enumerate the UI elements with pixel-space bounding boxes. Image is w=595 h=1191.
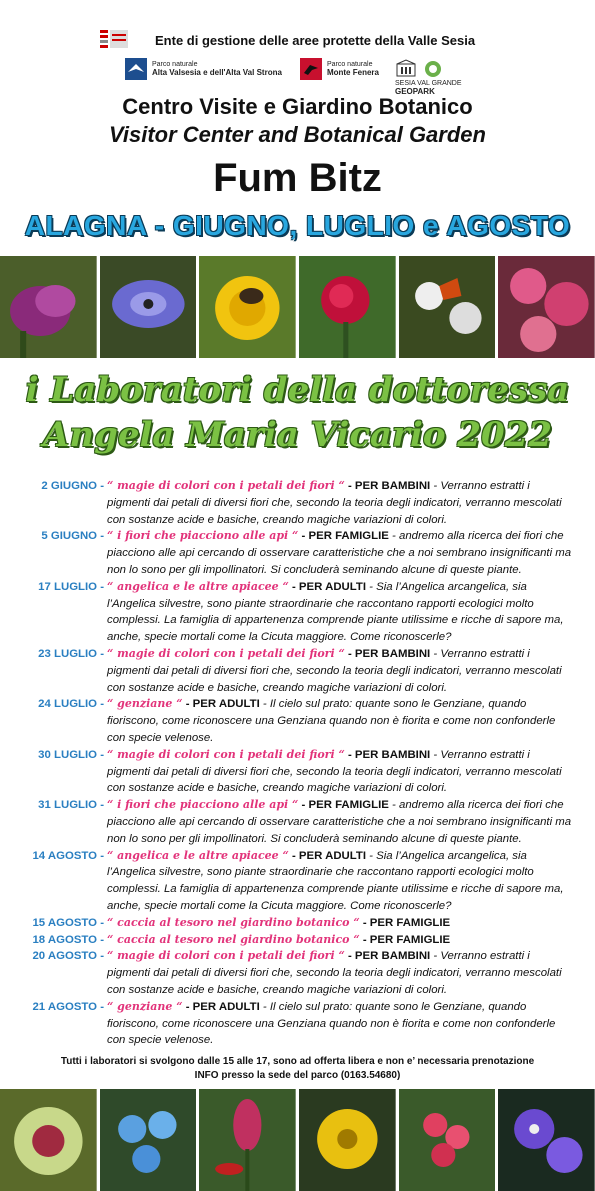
event-item [22, 696, 572, 746]
flower-photo-strip-top [0, 256, 595, 358]
event-title: “ i fiori che piacciono alle api “ [107, 798, 299, 812]
geopark-icon [422, 58, 444, 80]
event-title: “ angelica e le altre apiacee “ [107, 848, 289, 862]
unesco-logos [395, 58, 505, 97]
event-item [22, 915, 572, 932]
event-description: - Sia l’Angelica arcangelica, sia l’Angelica silvestre, sono piante straordinarie che raccontano rapporti ecologici molto complessi. La famiglia di appartenenza comprende piante utilissime e ricche di sapore ma, anche, specie mortali come la Cicuta maggiore. Come riconoscerle? [107, 580, 564, 644]
event-audience: - PER ADULTI [182, 1000, 260, 1013]
poster-header [0, 0, 595, 250]
event-title: “ genziane “ [107, 697, 183, 711]
event-description: - Verranno estratti i pigmenti dai petali di diversi fiori che, secondo la teoria degli indicatori, verranno mescolati con sostanze acide e basiche, creando magiche variazioni di colori. [107, 748, 562, 795]
event-audience: - PER ADULTI [182, 698, 260, 711]
geopark-name: GEOPARK [395, 87, 435, 96]
event-audience: - PER BAMBINI [344, 950, 431, 963]
event-date: 14 AGOSTO - [32, 849, 104, 862]
event-title: “ caccia al tesoro nel giardino botanico “ [107, 915, 360, 929]
events-list [22, 478, 572, 1049]
event-audience: - PER BAMBINI [344, 480, 431, 492]
event-item [22, 948, 572, 998]
flower-photo [299, 1089, 396, 1191]
labs-title-line2: Angela Maria Vicario 2022 [42, 415, 553, 455]
event-title: “ magie di colori con i petali dei fiori “ [107, 747, 345, 761]
regione-piemonte-logo [100, 30, 128, 52]
bird-icon [300, 58, 322, 80]
event-description: - andremo alla ricerca dei fiori che piacciono alle api cercando di osservare caratteristiche che a noi sembrano insignificanti ma non lo sono per gli impollinatori. Si concluderà seminando alcune di queste piante. [107, 799, 572, 845]
event-date: 30 LUGLIO - [38, 748, 104, 761]
event-title: “ angelica e le altre apiacee “ [107, 579, 289, 593]
flower-photo [299, 256, 396, 358]
park1-label: Parco naturale [151, 60, 198, 68]
event-description: - Il cielo sul prato: quante sono le Genziane, quando fioriscono, come riconoscere una Genziana quando non è fiorita e come non confonderle con specie velenose. [107, 698, 556, 744]
event-title: “ genziane “ [107, 999, 183, 1013]
footer-line2: INFO presso la sede del parco (0163.54680) [194, 1070, 401, 1081]
flower-photo [100, 1089, 197, 1191]
event-description: - Verranno estratti i pigmenti dai petali di diversi fiori che, secondo la teoria degli indicatori, verranno mescolati con sostanze acide e basiche, creando magiche variazioni di colori. [107, 950, 562, 996]
park2-name: Monte Fenera [326, 67, 379, 77]
event-item [22, 797, 572, 847]
labs-title-line1: i Laboratori della dottoressa [25, 370, 570, 410]
flower-photo [399, 1089, 496, 1191]
event-description: - andremo alla ricerca dei fiori che piacciono alle api cercando di osservare caratteristiche che a noi sembrano insignificanti ma non lo sono per gli impollinatori. Si concluderà seminando alcune di queste piante. [107, 530, 572, 576]
event-audience: - PER BAMBINI [344, 748, 431, 761]
event-title: “ caccia al tesoro nel giardino botanico “ [107, 932, 360, 946]
event-description: - Verranno estratti i pigmenti dai petali di diversi fiori che, secondo la teoria degli indicatori, verranno mescolati con sostanze acide e basiche, creando magiche variazioni di colori. [107, 480, 562, 526]
event-item [22, 999, 572, 1049]
event-audience: - PER BAMBINI [344, 647, 431, 660]
event-date: 15 AGOSTO - [32, 916, 104, 929]
title-english: Visitor Center and Botanical Garden [109, 122, 486, 147]
event-date: 17 LUGLIO - [38, 580, 104, 593]
event-date: 18 AGOSTO - [32, 933, 104, 946]
flower-photo [399, 256, 496, 358]
park-monte-fenera [300, 58, 379, 80]
event-title: “ magie di colori con i petali dei fiori “ [107, 646, 345, 660]
flower-photo-strip-bottom [0, 1089, 595, 1191]
park1-name: Alta Valsesia e dell'Alta Val Strona [151, 67, 282, 77]
event-item [22, 646, 572, 696]
event-date: 21 AGOSTO - [32, 1000, 104, 1013]
flower-photo [0, 1089, 97, 1191]
event-title: “ magie di colori con i petali dei fiori “ [107, 949, 345, 963]
title-italian: Centro Visite e Giardino Botanico [122, 94, 473, 119]
event-audience: - PER FAMIGLIE [359, 916, 451, 929]
event-description: - Verranno estratti i pigmenti dai petali di diversi fiori che, secondo la teoria degli indicatori, verranno mescolati con sostanze acide e basiche, creando magiche variazioni di colori. [107, 647, 562, 694]
flower-photo [199, 256, 296, 358]
park2-label: Parco naturale [326, 60, 373, 68]
event-audience: - PER FAMIGLIE [298, 530, 389, 543]
event-title: “ i fiori che piacciono alle api “ [107, 529, 299, 543]
org-name: Ente di gestione delle aree protette della Valle Sesia [155, 33, 476, 48]
flower-photo [100, 256, 197, 358]
unesco-icon [395, 58, 417, 80]
event-audience: - PER ADULTI [288, 580, 367, 593]
event-item [22, 848, 572, 915]
event-date: 31 LUGLIO - [38, 799, 104, 812]
footer-info [0, 1055, 595, 1083]
event-date: 20 AGOSTO - [32, 950, 104, 963]
period-banner: ALAGNA - GIUGNO, LUGLIO e AGOSTO [24, 210, 571, 241]
flower-photo [199, 1089, 296, 1191]
event-description: - Sia l’Angelica arcangelica, sia l’Angelica silvestre, sono piante straordinarie che raccontano rapporti ecologici molto complessi. La famiglia di appartenenza comprende piante utilissime e ricche di sapore ma, anche, specie mortali come la Cicuta maggiore. Come riconoscerle? [107, 849, 564, 912]
place-name: Fum Bitz [213, 156, 382, 200]
geopark-label: SESIA VAL GRANDE [395, 80, 462, 87]
event-audience: - PER ADULTI [288, 849, 367, 862]
event-date: 2 GIUGNO - [41, 480, 104, 492]
event-item [22, 528, 572, 578]
flower-photo [0, 256, 97, 358]
event-item [22, 932, 572, 949]
event-audience: - PER FAMIGLIE [359, 933, 451, 946]
flower-photo [498, 1089, 595, 1191]
flower-photo [498, 256, 595, 358]
event-date: 5 GIUGNO - [41, 530, 104, 543]
event-item [22, 747, 572, 797]
logo-row [125, 58, 505, 96]
event-date: 24 LUGLIO - [38, 698, 104, 711]
event-title: “ magie di colori con i petali dei fiori “ [107, 479, 345, 492]
event-item [22, 579, 572, 646]
event-item [22, 478, 572, 528]
eagle-icon [125, 58, 147, 80]
park-alta-valsesia [125, 58, 282, 80]
event-description: - Il cielo sul prato: quante sono le Genziane, quando fioriscono, come riconoscere una Genziana quando non è fiorita e come non confonderle con specie velenose. [107, 1000, 556, 1047]
footer-line1: Tutti i laboratori si svolgono dalle 15 alle 17, sono ad offerta libera e non e’ necessaria prenotazione [60, 1056, 535, 1067]
event-date: 23 LUGLIO - [38, 647, 104, 660]
event-audience: - PER FAMIGLIE [298, 799, 389, 812]
